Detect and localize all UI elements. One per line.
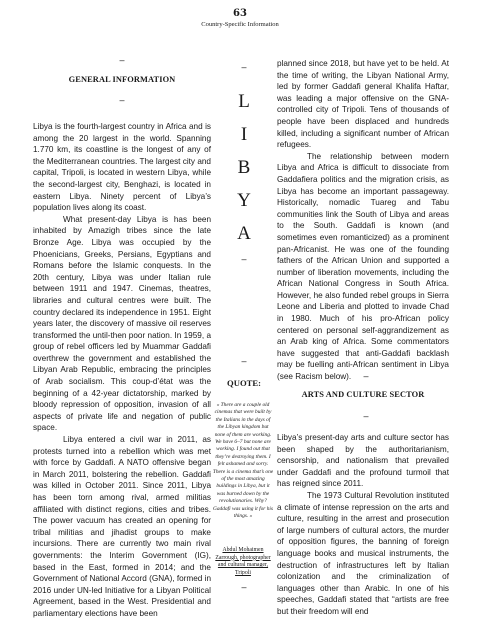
divider-dash: –: [119, 95, 125, 105]
pull-quote: « There are a couple old cinemas that were built by the Italians in the days of the Libyan kingdom but none of them are working. We have 6–7 but none are working. I found out that they’re destroying them. I felt ashamed and sorry. There is a cinema that’s one of the most amazing buildings in Libya, but it was burned down by the revolutionaries. Why? Gaddafi was using it for his things. »: [212, 402, 274, 520]
page-header: [0, 8, 480, 29]
section-heading-arts-culture: ARTS AND CULTURE SECTOR: [301, 390, 425, 399]
title-letter: L: [238, 91, 250, 112]
divider-dash: –: [119, 55, 125, 65]
title-letter: Y: [237, 190, 251, 211]
title-letter: B: [237, 157, 251, 178]
running-head: Country-Specific Information: [201, 21, 279, 28]
paragraph: Libya’s present-day arts and culture sector has been shaped by the authoritarianism, censorship, and nationalism that prevailed under Gaddafi and the profound turmoil that has reigned since 2011.: [277, 433, 449, 489]
divider-dash: –: [363, 411, 369, 421]
quote-attribution: Abdul Mohaimen Zarrough, photographer and cultural manager, Tripoli: [215, 547, 271, 576]
paragraph: The relationship between modern Libya and Africa is difficult to dissociate from Gaddafiera politics and the migration crisis, as Libya has become an important passageway. Historically, nomadic Tuareg and Tabu communities link the South of Libya and areas to the South. Gaddafi is known (and sometimes even romanticized) as a prominent pan-Africanist. He was one of the founding fathers of the African Union and supported a number of liberation movements, including the African National Congress in South Africa. However, he also funded rebel groups in Sierra Leone and Liberia and plotted to invade Chad in 1980. Much of his pro-African policy centered on personal self-aggrandizement as an Arab king of Africa. Some commentators have suggested that anti-Gaddafi backlash may be fuelling anti-African sentiment in Libya (see Racism below).: [277, 151, 449, 382]
page-number: 63: [233, 8, 247, 19]
paragraph: Libya is the fourth-largest country in Africa and is among the 20 largest in the world. Spanning 1.770 km, its coastline is the longest of any of the Mediterranean countries. The largest city and capital, Tripoli, is located in western Libya, while the second-largest city, Benghazi, is located in eastern Libya. Ninety percent of Libya’s population lives along its coast.: [33, 122, 211, 213]
paragraph: The 1973 Cultural Revolution instituted a climate of intense repression on the arts and culture, resulting in the arrest and prosecution of large numbers of cultural actors, the murder of opposition figures, the banning of foreign language books and musical instruments, the destruction of infrastructures left by Italian colonization and the criminalization of languages other than Arabic. In one of his speeches, Gaddafi stated that “artists are free but their freedom will end: [277, 490, 449, 616]
paragraph: planned since 2018, but have yet to be held. At the time of writing, the Libyan National Army, led by former Gaddafi general Khalifa Haftar, was leading a major offensive on the GNA-controlled city of Tripoli. Tens of thousands of people have been displaced and hundreds killed, including a significant number of African refugees.: [277, 59, 449, 150]
divider-dash: –: [241, 582, 247, 592]
paragraph: Libya entered a civil war in 2011, as protests turned into a rebellion which was met with force by Gaddafi. A NATO offensive began in March 2011, bolstering the rebellion. Gaddafi was killed in October 2011. Since 2011, Libya has been torn among rival, armed militias affiliated with distinct regions, cities and tribes. The power vacuum has created an opening for tribal militias and jihadist groups to make incursions. There are currently two main rival governments: the Interim Government (IG), based in the East, formed in 2014; and the Government of National Accord (GNA), formed in 2016 under UN-led Initiative for a Libyan Political Agreement, based in the West. Presidential and parliamentary elections have been: [33, 435, 211, 618]
right-column-text-top: [277, 58, 449, 383]
quote-label: QUOTE:: [227, 378, 261, 388]
paragraph: What present-day Libya is has been inhabited by Amazigh tribes since the late Bronze Age. Libya was occupied by the Phoenicians, Greeks, Persians, Egyptians and Romans before the Islamic conquests. In the 20th century, Libya was under Italian rule between 1911 and 1947. Cinemas, theatres, libraries and cultural centres were built. The country declared its independence in 1951. Eight years later, the discovery of massive oil reserves transformed the until-then poor nation. In 1959, a group of rebel officers led by Muammar Gaddafi overthrew the government and established the Libyan Arab Republic, embracing the principles of Arab socialism. This coup-d’état was the beginning of a 42-year dictatorship, marked by bloody repression of opposition, invasion of all aspects of private life and negation of public space.: [33, 214, 211, 433]
title-letter: A: [237, 223, 251, 244]
divider-dash: –: [363, 371, 369, 381]
right-column-text-bottom: [277, 432, 449, 618]
divider-dash: –: [241, 62, 247, 72]
divider-dash: –: [241, 356, 247, 366]
divider-dash: –: [241, 254, 247, 264]
title-letter: I: [240, 124, 248, 145]
left-column-text: [33, 121, 211, 620]
section-heading-general-information: GENERAL INFORMATION: [68, 75, 176, 84]
